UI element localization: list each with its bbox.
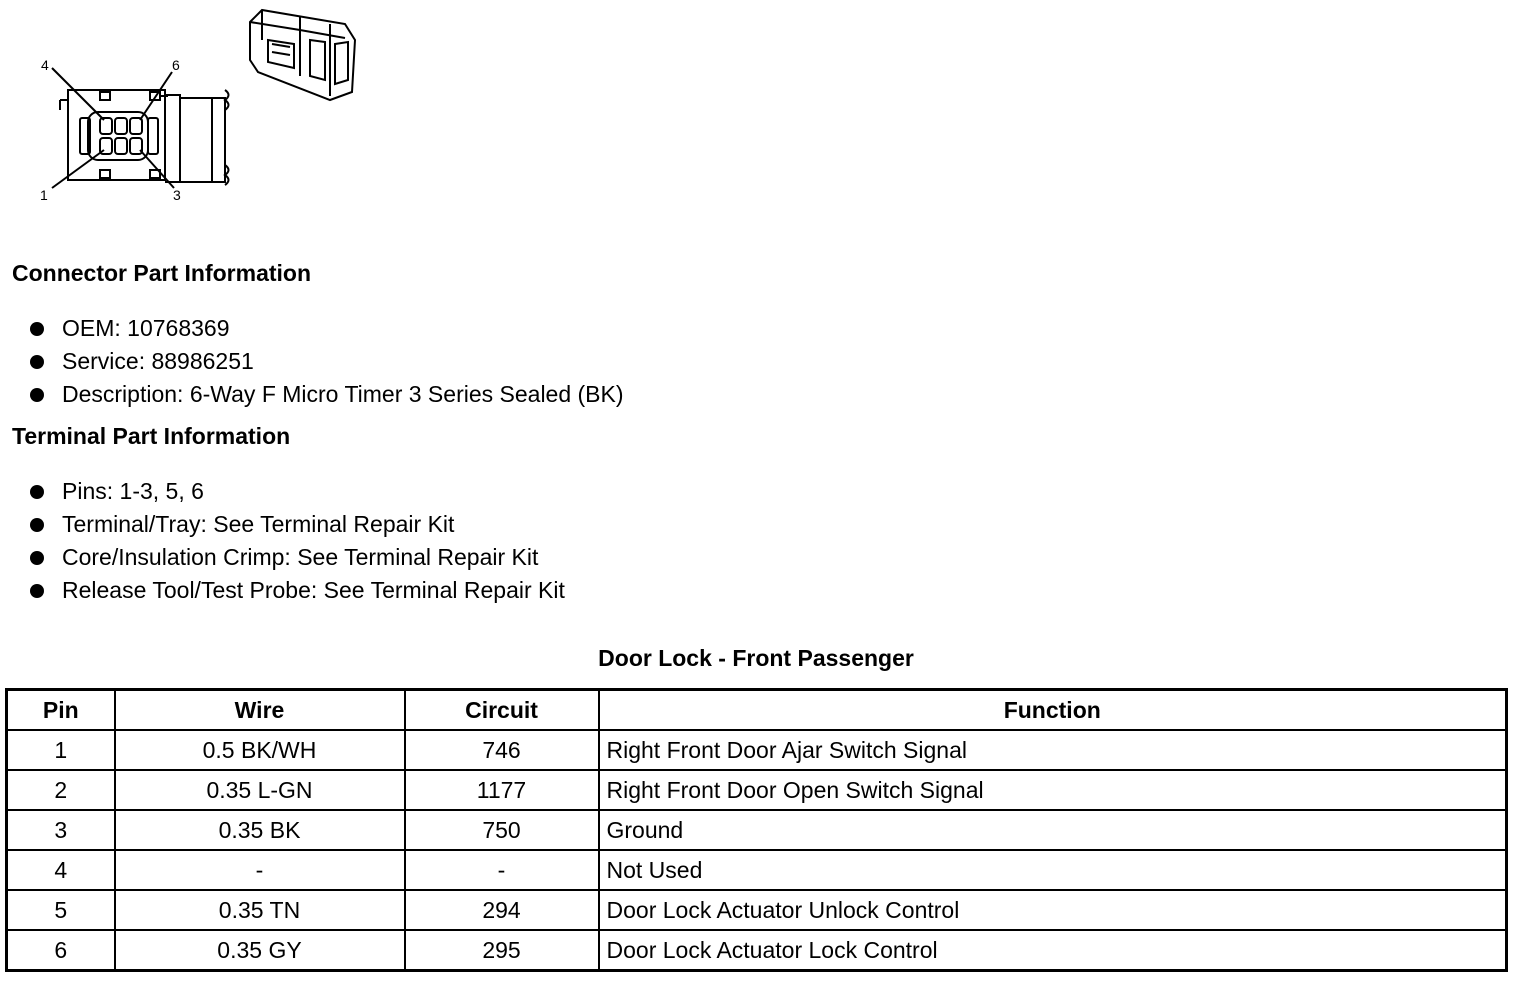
cell-pin: 6 xyxy=(7,930,115,971)
table-row xyxy=(7,890,1507,930)
header-function: Function xyxy=(599,690,1507,731)
cell-circuit: 750 xyxy=(405,810,599,850)
bullet-icon xyxy=(30,355,44,369)
bullet-icon xyxy=(30,322,44,336)
cell-function: Right Front Door Ajar Switch Signal xyxy=(599,730,1507,770)
cell-function: Door Lock Actuator Unlock Control xyxy=(599,890,1507,930)
connector-info-list xyxy=(30,312,624,411)
terminal-info-list xyxy=(30,475,565,607)
connector-diagram xyxy=(0,0,380,215)
table-row xyxy=(7,930,1507,971)
cell-wire: 0.35 BK xyxy=(115,810,405,850)
cell-circuit: 746 xyxy=(405,730,599,770)
list-item-text: Description: 6-Way F Micro Timer 3 Series Sealed (BK) xyxy=(62,381,624,407)
cell-wire: 0.35 TN xyxy=(115,890,405,930)
table-row xyxy=(7,730,1507,770)
terminal-section-title: Terminal Part Information xyxy=(12,423,291,449)
list-item xyxy=(30,378,624,411)
list-item xyxy=(30,541,565,574)
cell-function: Not Used xyxy=(599,850,1507,890)
list-item-text: Core/Insulation Crimp: See Terminal Repair Kit xyxy=(62,544,539,570)
list-item xyxy=(30,574,565,607)
list-item-text: Release Tool/Test Probe: See Terminal Repair Kit xyxy=(62,577,565,603)
pin-label-1: 1 xyxy=(40,187,48,203)
list-item-text: Terminal/Tray: See Terminal Repair Kit xyxy=(62,511,455,537)
cell-wire: 0.35 L-GN xyxy=(115,770,405,810)
header-wire: Wire xyxy=(115,690,405,731)
cell-circuit: 295 xyxy=(405,930,599,971)
cell-pin: 2 xyxy=(7,770,115,810)
pinout-table xyxy=(5,688,1508,972)
cell-wire: 0.5 BK/WH xyxy=(115,730,405,770)
table-title: Door Lock - Front Passenger xyxy=(598,645,914,671)
header-pin: Pin xyxy=(7,690,115,731)
header-circuit: Circuit xyxy=(405,690,599,731)
bullet-icon xyxy=(30,485,44,499)
cell-wire: - xyxy=(115,850,405,890)
cell-function: Ground xyxy=(599,810,1507,850)
pin-label-4: 4 xyxy=(41,57,49,73)
list-item-text: Pins: 1-3, 5, 6 xyxy=(62,478,204,504)
bullet-icon xyxy=(30,551,44,565)
cell-circuit: 1177 xyxy=(405,770,599,810)
list-item-text: Service: 88986251 xyxy=(62,348,254,374)
list-item xyxy=(30,508,565,541)
bullet-icon xyxy=(30,518,44,532)
cell-circuit: - xyxy=(405,850,599,890)
cell-pin: 5 xyxy=(7,890,115,930)
connector-section-title: Connector Part Information xyxy=(12,260,312,286)
pin-label-3: 3 xyxy=(173,187,181,203)
list-item xyxy=(30,345,624,378)
table-row xyxy=(7,810,1507,850)
cell-pin: 3 xyxy=(7,810,115,850)
cell-function: Door Lock Actuator Lock Control xyxy=(599,930,1507,971)
list-item xyxy=(30,475,565,508)
cell-pin: 1 xyxy=(7,730,115,770)
table-header-row xyxy=(7,690,1507,731)
cell-circuit: 294 xyxy=(405,890,599,930)
cell-pin: 4 xyxy=(7,850,115,890)
cell-function: Right Front Door Open Switch Signal xyxy=(599,770,1507,810)
table-row xyxy=(7,850,1507,890)
table-row xyxy=(7,770,1507,810)
list-item-text: OEM: 10768369 xyxy=(62,315,230,341)
bullet-icon xyxy=(30,388,44,402)
bullet-icon xyxy=(30,584,44,598)
pin-label-6: 6 xyxy=(172,57,180,73)
list-item xyxy=(30,312,624,345)
cell-wire: 0.35 GY xyxy=(115,930,405,971)
